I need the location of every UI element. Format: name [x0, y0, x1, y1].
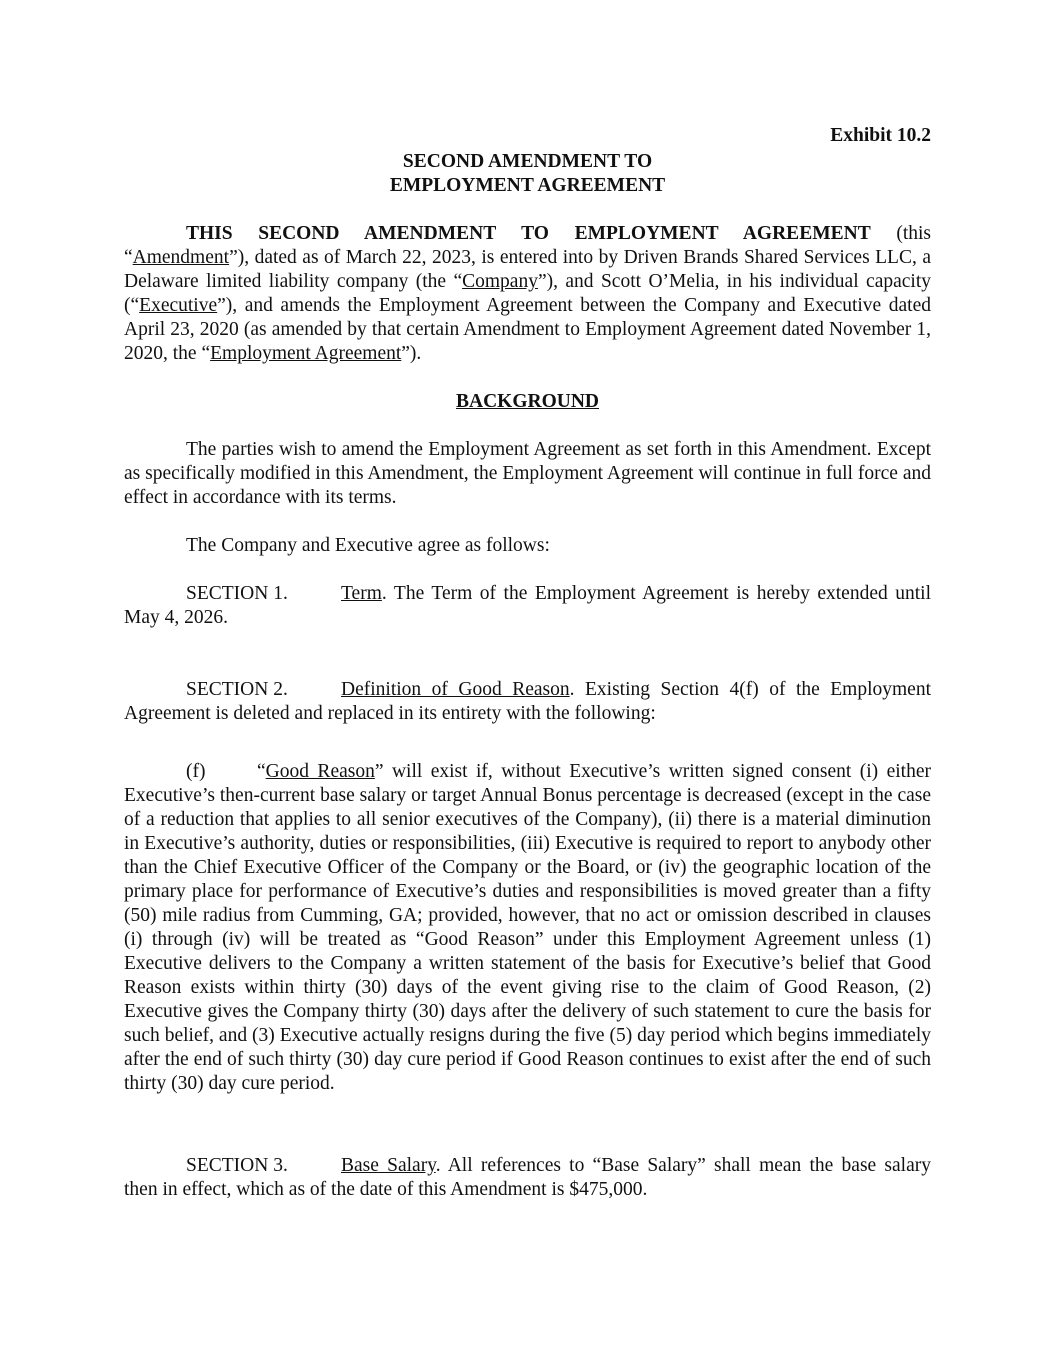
section-3-title: Base Salary: [341, 1155, 436, 1176]
section-2-number: SECTION 2.: [186, 679, 288, 700]
document-body: [124, 124, 931, 1202]
background-paragraph: The parties wish to amend the Employment Agreement as set forth in this Amendment. Except as specifically modified in this Amendment, the Employment Agreement will continue in full force and effect in accordance with its terms.: [124, 439, 931, 508]
defined-term-executive: Executive: [139, 295, 218, 316]
intro-text-4: ”), and amends the Employment Agreement between the Company and Executive dated April 23, 2020 (as amended by that certain Amendment to Employment Agreement dated November 1, 2020, the “: [124, 295, 931, 364]
clause-f: [124, 760, 931, 1096]
intro-bold-lead: THIS SECOND AMENDMENT TO EMPLOYMENT AGREEMENT: [186, 223, 871, 244]
background-heading: BACKGROUND: [455, 391, 599, 412]
section-2-text: . Existing Section 4(f) of the Employment Agreement is deleted and replaced in its entirety with the following:: [124, 679, 931, 724]
section-3-text: . All references to “Base Salary” shall mean the base salary then in effect, which as of the date of this Amendment is $475,000.: [124, 1155, 931, 1200]
document-title: [124, 150, 931, 198]
intro-text-1: (this “: [124, 223, 931, 268]
section-1-title: Term: [341, 583, 382, 604]
title-line-1: SECOND AMENDMENT TO: [402, 151, 653, 172]
intro-text-5: ”).: [401, 343, 422, 364]
section-1-number: SECTION 1.: [186, 583, 288, 604]
section-3: [124, 1154, 931, 1202]
section-2: [124, 678, 931, 726]
clause-f-open-quote: “: [257, 761, 266, 782]
section-1: [124, 582, 931, 630]
section-2-title: Definition of Good Reason: [341, 679, 570, 700]
clause-f-label: (f): [186, 761, 206, 782]
defined-term-company: Company: [462, 271, 538, 292]
defined-term-employment-agreement: Employment Agreement: [210, 343, 402, 364]
defined-term-amendment: Amendment: [132, 247, 230, 268]
intro-paragraph: [124, 222, 931, 366]
intro-text-2: ”), dated as of March 22, 2023, is entered into by Driven Brands Shared Services LLC, a Delaware limited liability company (the “: [124, 247, 931, 292]
agreement-statement: The Company and Executive agree as follows:: [186, 535, 550, 556]
defined-term-good-reason: Good Reason: [265, 761, 375, 782]
title-line-2: EMPLOYMENT AGREEMENT: [389, 175, 666, 196]
section-1-text: . The Term of the Employment Agreement is hereby extended until May 4, 2026.: [124, 583, 931, 628]
section-3-number: SECTION 3.: [186, 1155, 288, 1176]
clause-f-text: ” will exist if, without Executive’s written signed consent (i) either Executive’s then-current base salary or target Annual Bonus percentage is decreased (except in the case of a reduction that applies to all senior executives of the Company), (ii) there is a material diminution in Executive’s authority, duties or responsibilities, (iii) Executive is required to report to anybody other than the Chief Executive Officer of the Company or the Board, or (iv) the geographic location of the primary place for performance of Executive’s duties and responsibilities is moved greater than a fifty (50) mile radius from Cumming, GA; provided, however, that no act or omission described in clauses (i) through (iv) will be treated as “Good Reason” under this Employment Agreement unless (1) Executive delivers to the Company a written statement of the basis for Executive’s belief that Good Reason exists within thirty (30) days of the event giving rise to the claim of Good Reason, (2) Executive gives the Company thirty (30) days after the delivery of such statement to cure the basis for such belief, and (3) Executive actually resigns during the five (5) day period which begins immediately after the end of such thirty (30) day cure period if Good Reason continues to exist after the end of such thirty (30) day cure period.: [124, 761, 931, 1094]
exhibit-label: Exhibit 10.2: [830, 125, 931, 146]
intro-text-3: ”), and Scott O’Melia, in his individual capacity (“: [124, 271, 931, 316]
